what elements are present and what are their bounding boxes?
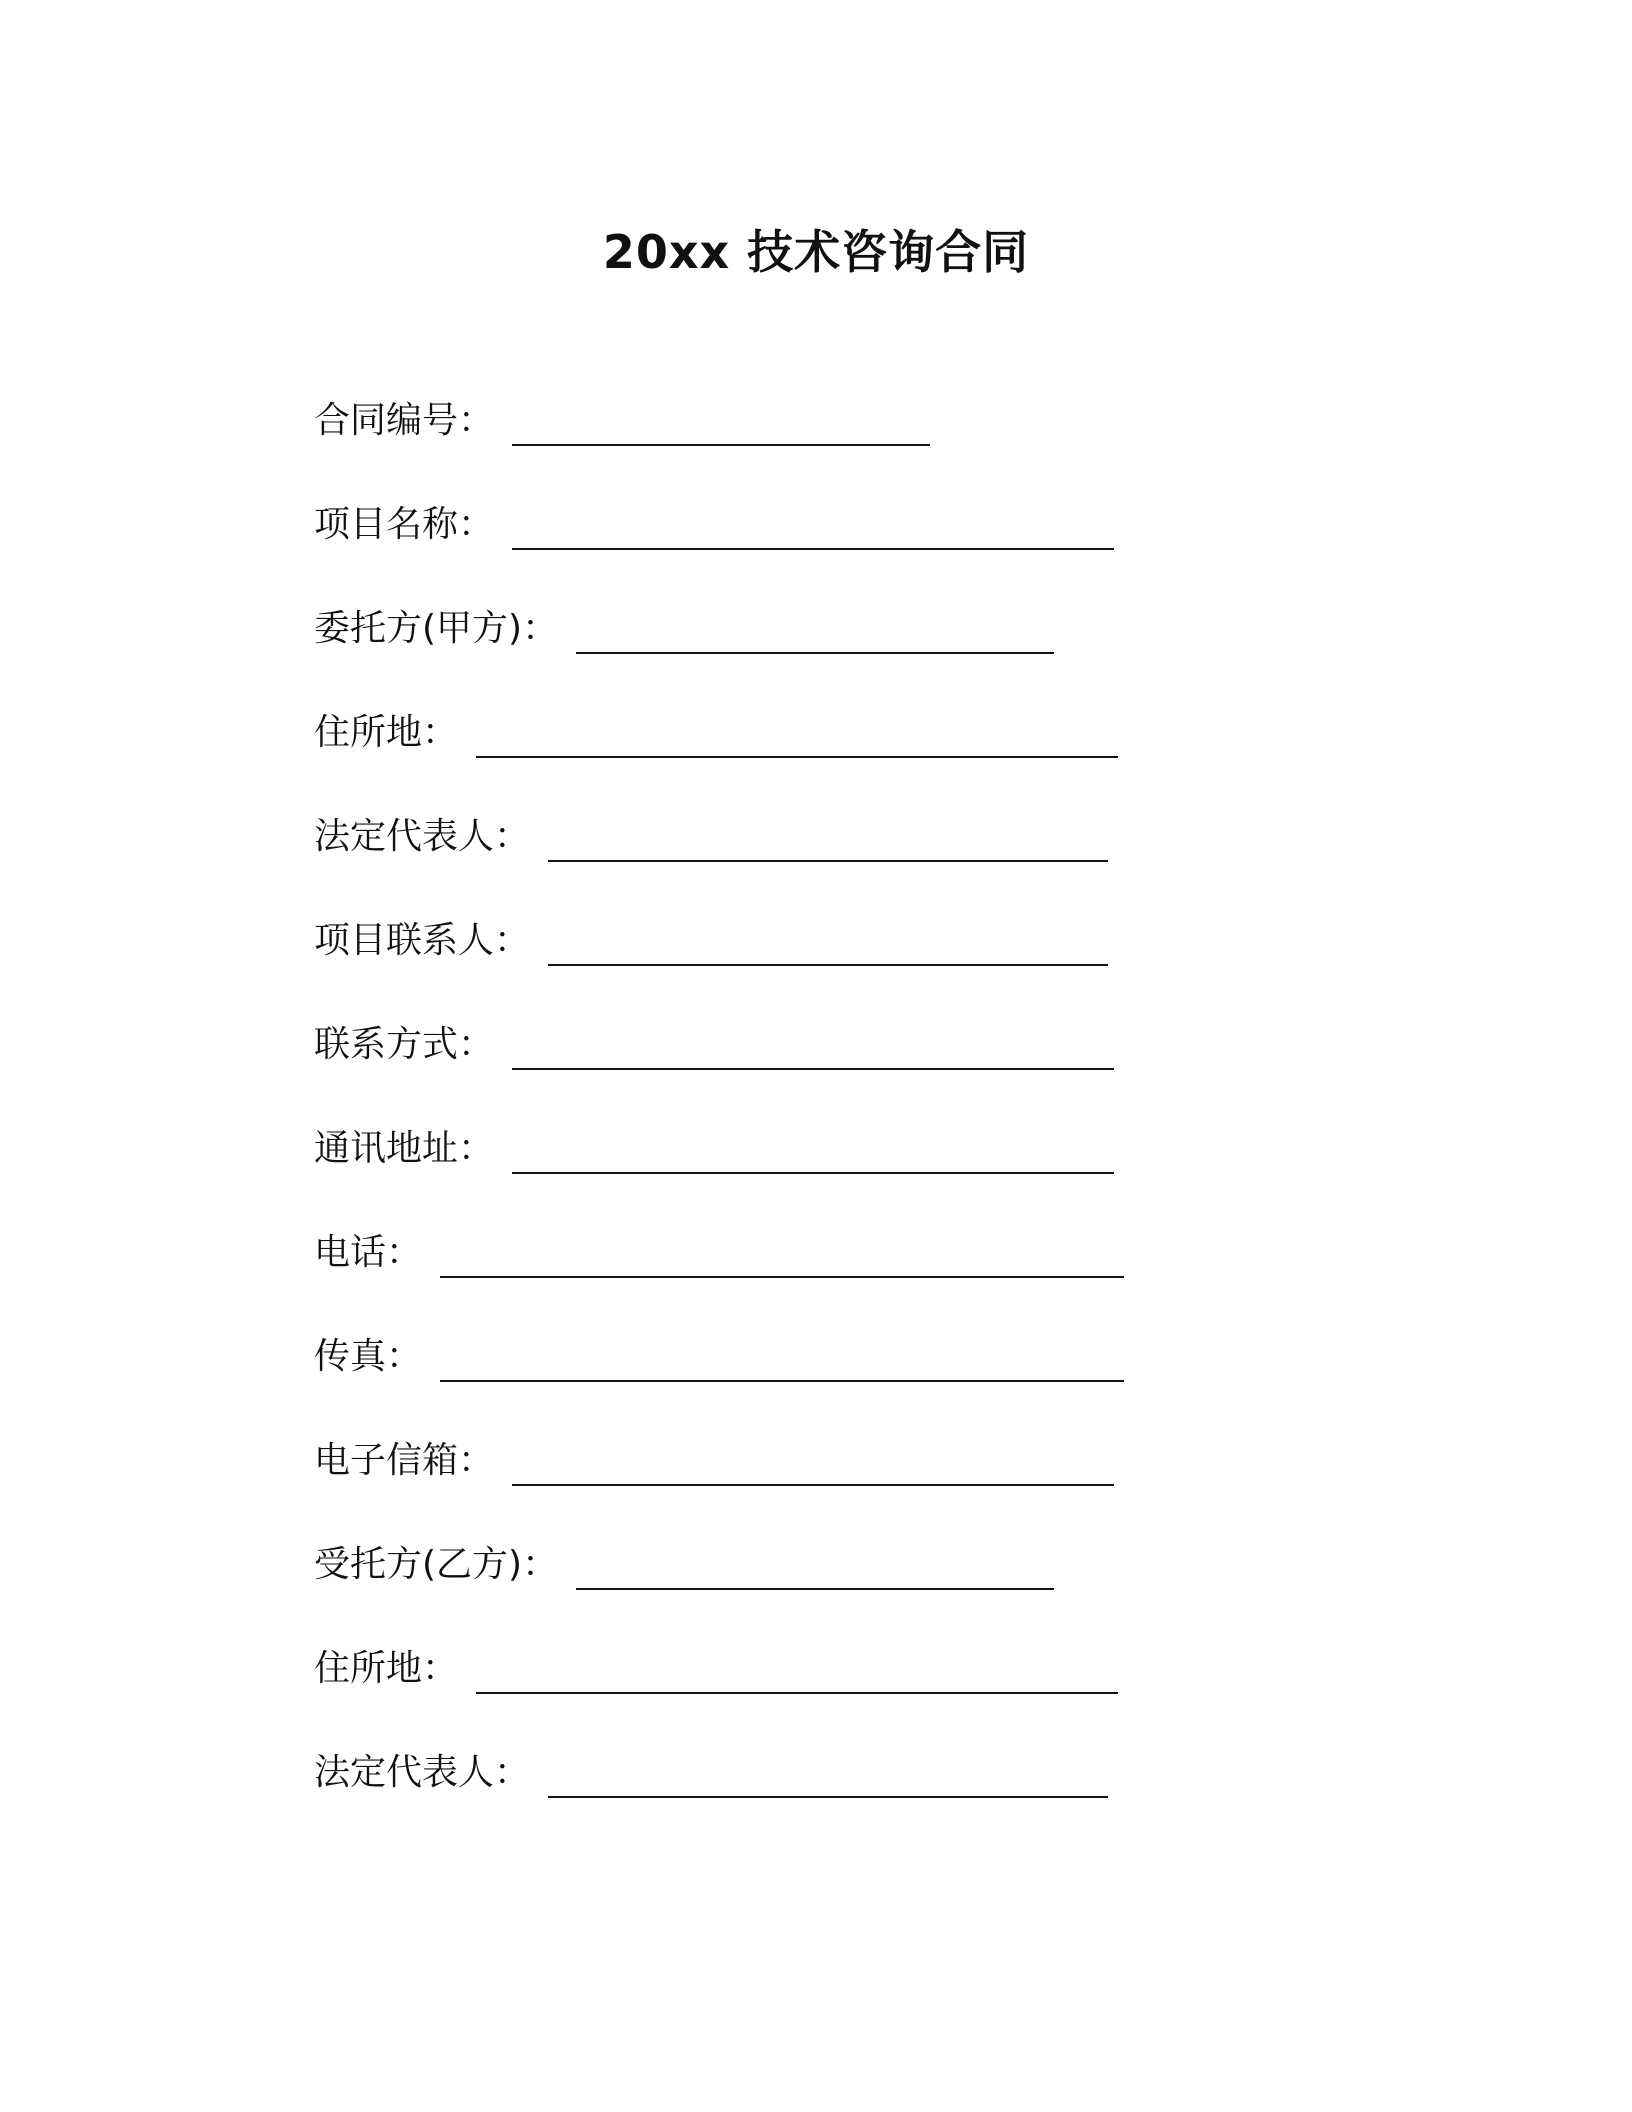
field-label: 项目名称： — [314, 504, 495, 545]
field-contractor-party-b — [314, 1538, 1414, 1642]
blank-line[interactable] — [476, 706, 1118, 758]
blank-line[interactable] — [548, 810, 1108, 862]
blank-line[interactable] — [512, 1018, 1114, 1070]
field-legal-rep-b — [314, 1746, 1414, 1850]
blank-line[interactable] — [512, 394, 930, 446]
blank-line[interactable] — [512, 1434, 1114, 1486]
blank-line[interactable] — [576, 602, 1054, 654]
field-label: 电话： — [314, 1232, 423, 1273]
blank-line[interactable] — [476, 1642, 1118, 1694]
field-project-contact — [314, 914, 1414, 1018]
blank-line[interactable] — [576, 1538, 1054, 1590]
field-client-party-a — [314, 602, 1414, 706]
contract-fields — [314, 394, 1414, 1850]
document-title: 20xx 技术咨询合同 — [602, 225, 1030, 279]
field-label: 法定代表人： — [314, 816, 531, 857]
field-email — [314, 1434, 1414, 1538]
field-label: 住所地： — [314, 712, 459, 753]
field-project-name — [314, 498, 1414, 602]
field-label: 传真： — [314, 1336, 423, 1377]
field-label: 项目联系人： — [314, 920, 531, 961]
field-label: 住所地： — [314, 1648, 459, 1689]
blank-line[interactable] — [512, 498, 1114, 550]
field-label: 电子信箱： — [314, 1440, 495, 1481]
field-legal-rep-a — [314, 810, 1414, 914]
field-mailing-address — [314, 1122, 1414, 1226]
field-contact-method — [314, 1018, 1414, 1122]
blank-line[interactable] — [548, 1746, 1108, 1798]
field-label: 受托方(乙方)： — [314, 1544, 559, 1585]
blank-line[interactable] — [548, 914, 1108, 966]
field-label: 法定代表人： — [314, 1752, 531, 1793]
field-contract-number — [314, 394, 1414, 498]
field-fax — [314, 1330, 1414, 1434]
field-label: 通讯地址： — [314, 1128, 495, 1169]
field-label: 合同编号： — [314, 400, 495, 441]
field-address-b — [314, 1642, 1414, 1746]
blank-line[interactable] — [512, 1122, 1114, 1174]
blank-line[interactable] — [440, 1226, 1124, 1278]
field-address-a — [314, 706, 1414, 810]
field-label: 联系方式： — [314, 1024, 495, 1065]
blank-line[interactable] — [440, 1330, 1124, 1382]
field-phone — [314, 1226, 1414, 1330]
field-label: 委托方(甲方)： — [314, 608, 559, 649]
